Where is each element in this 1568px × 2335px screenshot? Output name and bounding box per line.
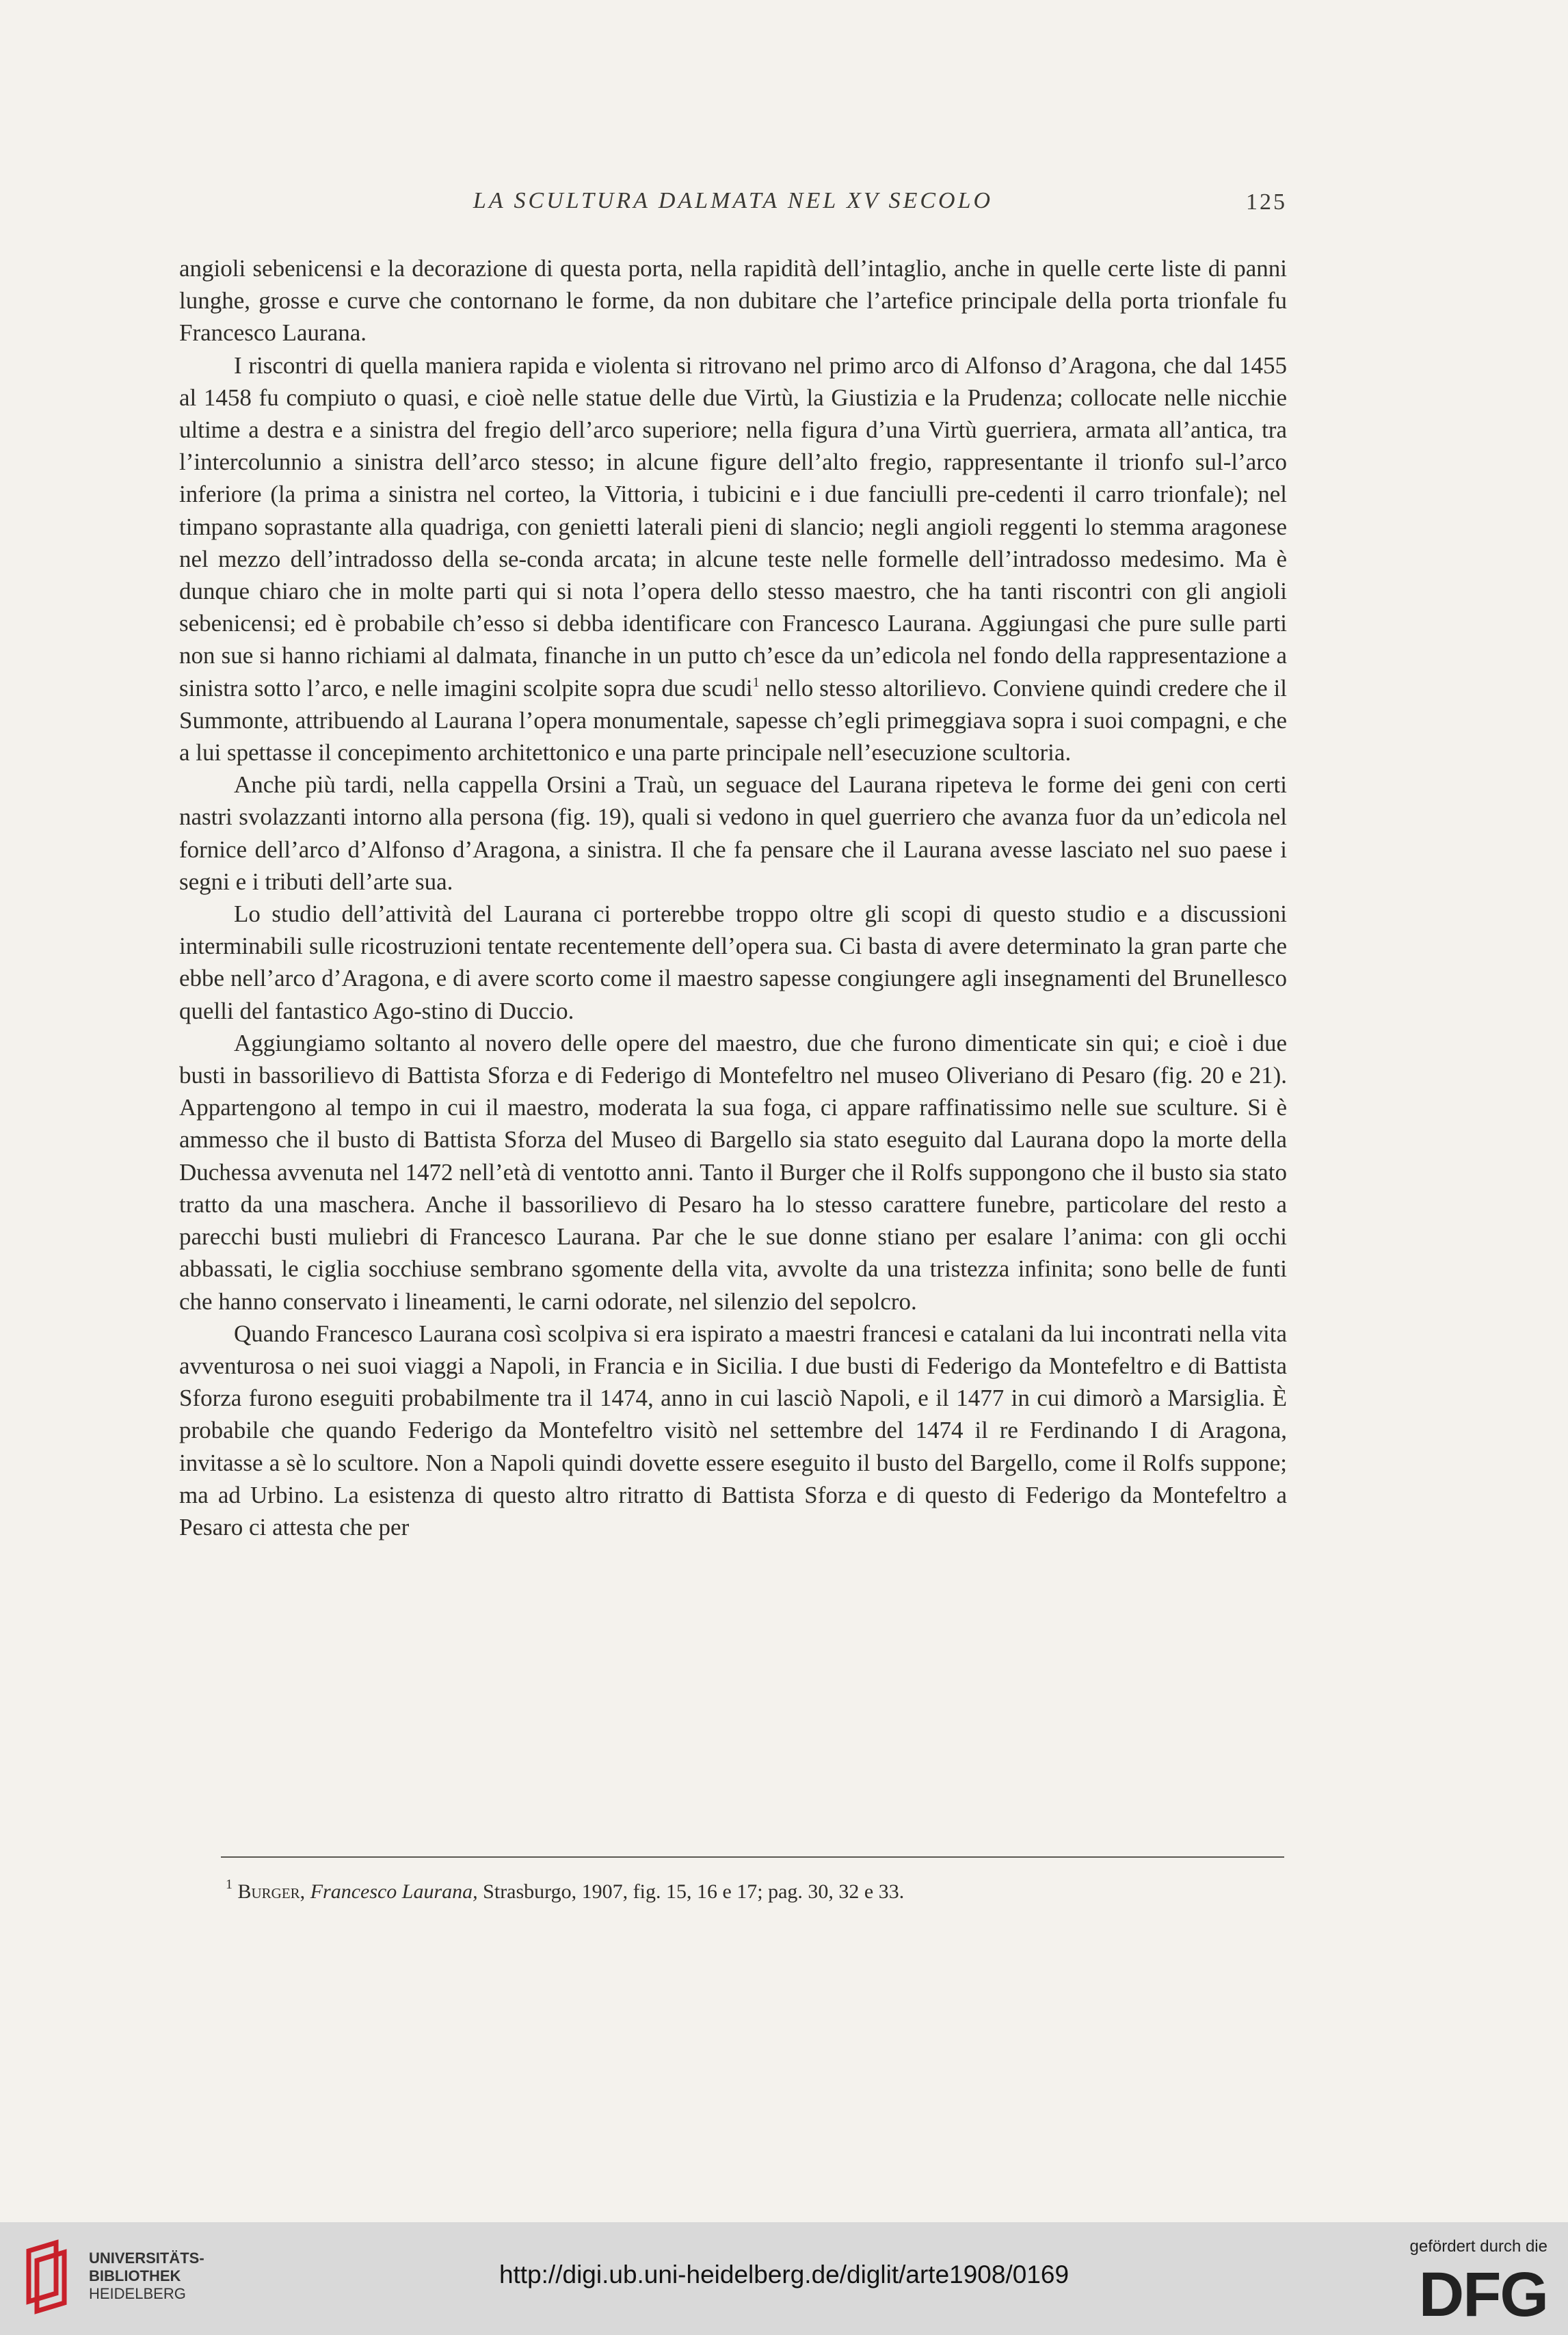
paragraph-text: I riscontri di quella maniera rapida e violenta si ritrovano nel primo arco di Alfonso d’Aragona, che dal 1455 al 1458 fu compiuto o quasi, e cioè nelle statue delle due Virtù, la Giustizia e la Prudenza; collocate nelle nicchie ultime a destra e a sinistra del fregio dell’arco superiore; nella figura d’una Virtù guerriera, armata all’antica, tra l’intercolunnio a sinistra dell’arco stesso; in alcune figure dell’alto fregio, rappresentante il trionfo sul-l’arco inferiore (la prima a sinistra nel corteo, la Vittoria, i tubicini e i due fanciulli pre-cedenti il carro trionfale); nel timpano soprastante alla quadriga, con genietti laterali pieni di slancio; negli angioli reggenti lo stemma aragonese nel mezzo dell’intradosso della se-conda arcata; in alcune teste nelle formelle dell’intradosso medesimo. Ma è dunque chiaro che in molte parti qui si nota l’opera dello stesso maestro, che ha tanti riscontri con gli angioli sebenicensi; ed è probabile ch’esso si debba identificare con Francesco Laurana. Aggiungasi che pure sulle parti non sue si hanno richiami al dalmata, finanche in un putto ch’esce da un’edicola nel fondo della rappresentazione a sinistra sotto l’arco, e nelle imagini scolpite sopra due scudi <box>179 351 1287 702</box>
running-header <box>179 188 1287 229</box>
dfg-logo: DFG <box>1418 2260 1547 2330</box>
footnote-reference: 1 <box>752 674 760 690</box>
library-name-line: UNIVERSITÄTS- <box>89 2250 204 2267</box>
footnote-divider <box>221 1856 1284 1858</box>
paragraph: Lo studio dell’attività del Laurana ci porterebbe troppo oltre gli scopi di questo studio e a discussioni interminabili sulle ricostruzioni tentate recentemente dell’opera sua. Ci basta di avere determinato la gran parte che ebbe nell’arco d’Aragona, e di avere scorto come il maestro sapesse congiungere agli insegnamenti del Brunellesco quelli del fantastico Ago-stino di Duccio. <box>179 900 1287 1024</box>
sponsor-note: gefördert durch die <box>1409 2237 1547 2256</box>
footnote-details: Strasburgo, 1907, fig. 15, 16 e 17; pag. 30, 32 e 33. <box>483 1880 905 1903</box>
paragraph: Aggiungiamo soltanto al novero delle opere del maestro, due che furono dimenticate sin qui; e cioè i due busti in bassorilievo di Battista Sforza e di Federigo di Montefeltro nel museo Oliveriano di Pesaro (fig. 20 e 21). Appartengono al tempo in cui il maestro, moderata la sua foga, ci appare raffinatissimo nelle sue sculture. Si è ammesso che il busto di Battista Sforza del Museo di Bargello sia stato eseguito dal Laurana dopo la morte della Duchessa avvenuta nel 1472 nell’età di ventotto anni. Tanto il Burger che il Rolfs suppongono che il busto sia stato tratto da una maschera. Anche il bassorilievo di Pesaro ha lo stesso carattere funebre, particolare del resto a parecchi busti muliebri di Francesco Laurana. Par che le sue donne stiano per esalare l’anima: con gli occhi abbassati, le ciglia socchiuse sembrano sgomente della vita, avvolte da una tristezza infinita; sono belle de funti che hanno conservato i lineamenti, le carni odorate, nel silenzio del sepolcro. <box>179 1029 1287 1315</box>
library-name-line: BIBLIOTHEK <box>89 2267 181 2284</box>
page-title: LA SCULTURA DALMATA NEL XV SECOLO <box>473 188 994 213</box>
footnote-number: 1 <box>226 1877 232 1892</box>
library-name-line: HEIDELBERG <box>89 2285 186 2302</box>
paragraph: Quando Francesco Laurana così scolpiva si era ispirato a maestri francesi e catalani da lui incontrati nella vita avventurosa o nei suoi viaggi a Napoli, in Francia e in Sicilia. I due busti di Federigo da Montefeltro e di Battista Sforza furono eseguiti probabilmente tra il 1474, anno in cui lasciò Napoli, e il 1477 in cui dimorò a Marsiglia. È probabile che quando Federigo da Montefeltro visitò nel settembre del 1474 il re Ferdinando I di Aragona, invitasse a sè lo scultore. Non a Napoli quindi dovette essere eseguito il busto del Bargello, come il Rolfs suppone; ma ad Urbino. La esistenza di questo altro ritratto di Battista Sforza e di questo di Federigo da Montefeltro a Pesaro ci attesta che per <box>179 1320 1287 1540</box>
footnote-work: Francesco Laurana, <box>310 1880 478 1903</box>
permalink-url[interactable]: http://digi.ub.uni-heidelberg.de/diglit/arte1908/0169 <box>499 2260 1069 2289</box>
paragraph: Anche più tardi, nella cappella Orsini a Traù, un seguace del Laurana ripeteva le forme dei geni con certi nastri svolazzanti intorno alla persona (fig. 19), quali si vedono in quel guerriero che avanza fuor da un’edicola nel fornice dell’arco d’Alfonso d’Aragona, a sinistra. Il che fa pensare che il Laurana avesse lasciato nel suo paese i segni e i tributi dell’arte sua. <box>179 771 1287 895</box>
footnote-author: Burger, <box>237 1880 306 1903</box>
footnote <box>226 1878 1287 1906</box>
paragraph: angioli sebenicensi e la decorazione di questa porta, nella rapidità dell’intaglio, anche in quelle certe liste di panni lunghe, grosse e curve che contornano le forme, da non dubitare che l’artefice principale della porta trionfale fu Francesco Laurana. <box>179 255 1287 347</box>
body-text <box>179 252 1287 1543</box>
paragraph-text: nello stesso altorilievo. Conviene quindi credere che il Summonte, attribuendo al Laurana l’opera monumentale, sapesse ch’egli primeggiava sopra i suoi compagni, e che a lui spettasse il concepimento architettonico e una parte principale nell’esecuzione scultoria. <box>179 674 1287 766</box>
page-number: 125 <box>1246 189 1287 215</box>
paragraph <box>179 349 1287 769</box>
digitization-footer <box>0 2222 1568 2335</box>
